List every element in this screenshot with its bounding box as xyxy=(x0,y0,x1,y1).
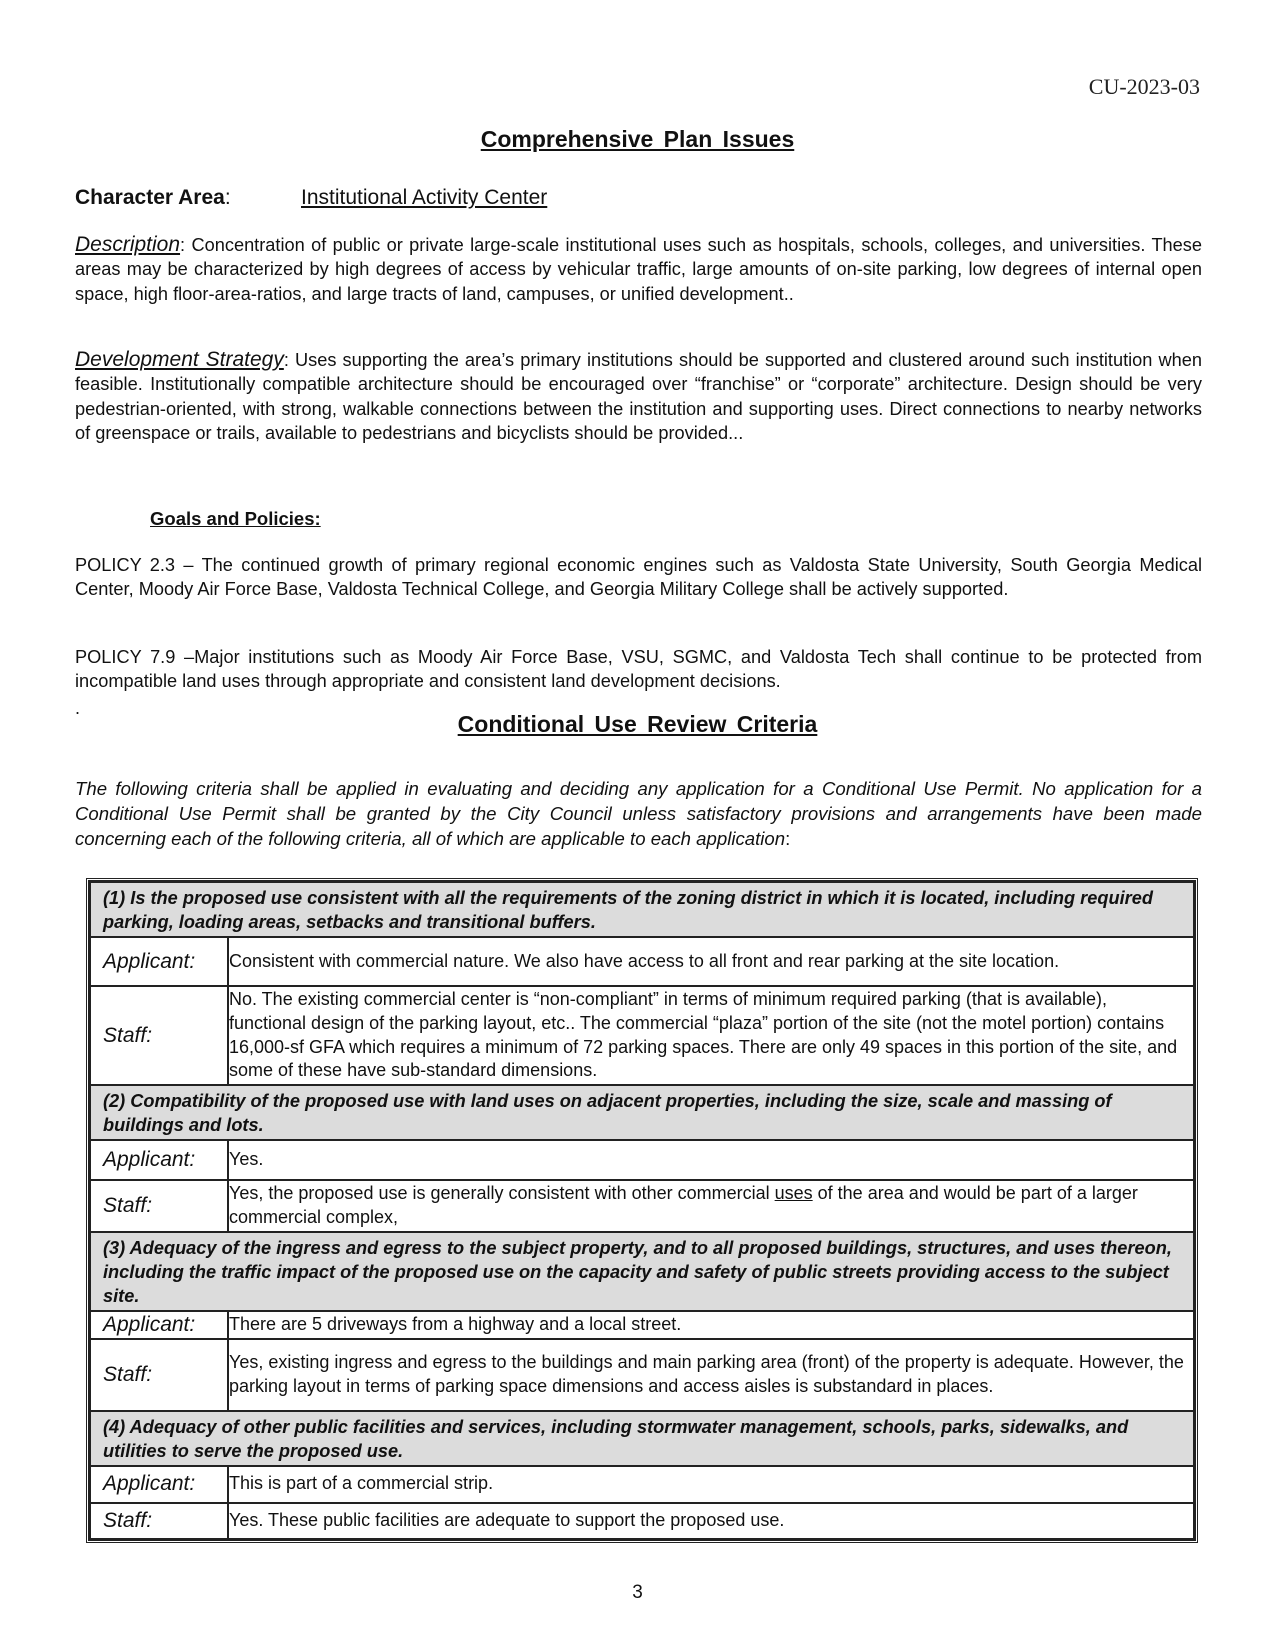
criterion-3-staff-row xyxy=(90,1339,1194,1411)
staff-label: Staff: xyxy=(90,1180,228,1232)
staff-answer-underlined: uses xyxy=(774,1183,813,1204)
staff-label: Staff: xyxy=(90,986,228,1085)
policy-2-3: POLICY 2.3 – The continued growth of primary regional economic engines such as Valdosta State University, South Georgia Medical Center, Moody Air Force Base, Valdosta Technical College, and Georgia Military College shall be actively supported. xyxy=(75,555,1202,600)
criterion-question: (3) Adequacy of the ingress and egress to the subject property, and to all proposed buildings, structures, and uses thereon, including the traffic impact of the proposed use on the capacity and safety of public streets providing access to the subject site. xyxy=(90,1232,1194,1311)
review-criteria-heading: Conditional Use Review Criteria xyxy=(457,711,818,737)
criterion-1-applicant-row xyxy=(90,937,1194,986)
description-paragraph xyxy=(75,233,1202,306)
character-area xyxy=(75,186,548,210)
criterion-4-question-row xyxy=(90,1411,1194,1466)
criterion-3-question-row xyxy=(90,1232,1194,1311)
criterion-question: (1) Is the proposed use consistent with all the requirements of the zoning district in which it is located, including required parking, loading areas, setbacks and transitional buffers. xyxy=(90,882,1194,937)
review-intro xyxy=(75,776,1202,851)
applicant-answer: This is part of a commercial strip. xyxy=(228,1466,1194,1503)
criterion-1-staff-row xyxy=(90,986,1194,1085)
criterion-1-question-row xyxy=(90,882,1194,937)
character-area-colon: : xyxy=(224,186,231,209)
staff-answer: Yes. These public facilities are adequate to support the proposed use. xyxy=(228,1503,1194,1539)
goals-heading: Goals and Policies: xyxy=(150,508,321,529)
staff-answer-part: of the area and would be part of a larger commercial complex, xyxy=(229,1183,1138,1227)
description-label: Description xyxy=(75,233,181,256)
applicant-label: Applicant: xyxy=(90,1466,228,1503)
strategy-paragraph xyxy=(75,348,1202,445)
staff-answer: No. The existing commercial center is “non-compliant” in terms of minimum required parking (that is available), functional design of the parking layout, etc.. The commercial “plaza” portion of the site (not the motel portion) contains 16,000-sf GFA which requires a minimum of 72 parking spaces. There are only 49 spaces in this portion of the site, and some of these have sub-standard dimensions. xyxy=(228,986,1194,1085)
criterion-2-staff-row xyxy=(90,1180,1194,1232)
criterion-2-applicant-row xyxy=(90,1140,1194,1180)
staff-label: Staff: xyxy=(90,1339,228,1411)
strategy-text: : Uses supporting the area’s primary institutions should be supported and clustered around such institution when feasible. Institutionally compatible architecture should be encouraged over “franchise” or “corporate” architecture. Design should be very pedestrian-oriented, with strong, walkable connections between the institution and supporting uses. Direct connections to nearby networks of greenspace or trails, available to pedestrians and bicyclists should be provided... xyxy=(75,350,1202,443)
applicant-answer: Consistent with commercial nature. We also have access to all front and rear parking at the site location. xyxy=(228,937,1194,986)
policy-7-9: POLICY 7.9 –Major institutions such as Moody Air Force Base, VSU, SGMC, and Valdosta Tech shall continue to be protected from incompatible land uses through appropriate and consistent land development decisions. xyxy=(75,647,1202,692)
applicant-label: Applicant: xyxy=(90,1311,228,1339)
criterion-4-applicant-row xyxy=(90,1466,1194,1503)
criterion-3-applicant-row xyxy=(90,1311,1194,1339)
applicant-answer: There are 5 driveways from a highway and a local street. xyxy=(228,1311,1194,1339)
comprehensive-plan-heading: Comprehensive Plan Issues xyxy=(480,126,795,152)
applicant-answer: Yes. xyxy=(228,1140,1194,1180)
applicant-label: Applicant: xyxy=(90,1140,228,1180)
stray-dot: . xyxy=(75,698,81,718)
character-area-label: Character Area xyxy=(75,186,225,209)
character-area-value: Institutional Activity Center xyxy=(301,186,548,209)
strategy-label: Development Strategy xyxy=(75,348,284,371)
applicant-label: Applicant: xyxy=(90,937,228,986)
criteria-table xyxy=(86,878,1198,1543)
description-text: : Concentration of public or private large-scale institutional uses such as hospitals, schools, colleges, and universities. These areas may be characterized by high degrees of access by vehicular traffic, large amounts of on-site parking, low degrees of internal open space, high floor-area-ratios, and large tracts of land, campuses, or unified development.. xyxy=(75,235,1202,304)
staff-label: Staff: xyxy=(90,1503,228,1539)
criterion-question: (2) Compatibility of the proposed use with land uses on adjacent properties, including the size, scale and massing of buildings and lots. xyxy=(90,1085,1194,1140)
staff-answer xyxy=(228,1180,1194,1232)
criterion-4-staff-row xyxy=(90,1503,1194,1539)
staff-answer: Yes, existing ingress and egress to the buildings and main parking area (front) of the property is adequate. However, the parking layout in terms of parking space dimensions and access aisles is substandard in places. xyxy=(228,1339,1194,1411)
review-intro-colon: : xyxy=(785,828,791,849)
criterion-question: (4) Adequacy of other public facilities and services, including stormwater management, schools, parks, sidewalks, and utilities to serve the proposed use. xyxy=(90,1411,1194,1466)
staff-answer-part: Yes, the proposed use is generally consistent with other commercial xyxy=(229,1183,775,1204)
criterion-2-question-row xyxy=(90,1085,1194,1140)
review-intro-text: The following criteria shall be applied in evaluating and deciding any application for a Conditional Use Permit. No application for a Conditional Use Permit shall be granted by the City Council unless satisfactory provisions and arrangements have been made concerning each of the following criteria, all of which are applicable to each application xyxy=(75,778,1202,849)
document-code: CU-2023-03 xyxy=(1088,74,1200,99)
page-number: 3 xyxy=(632,1582,643,1603)
